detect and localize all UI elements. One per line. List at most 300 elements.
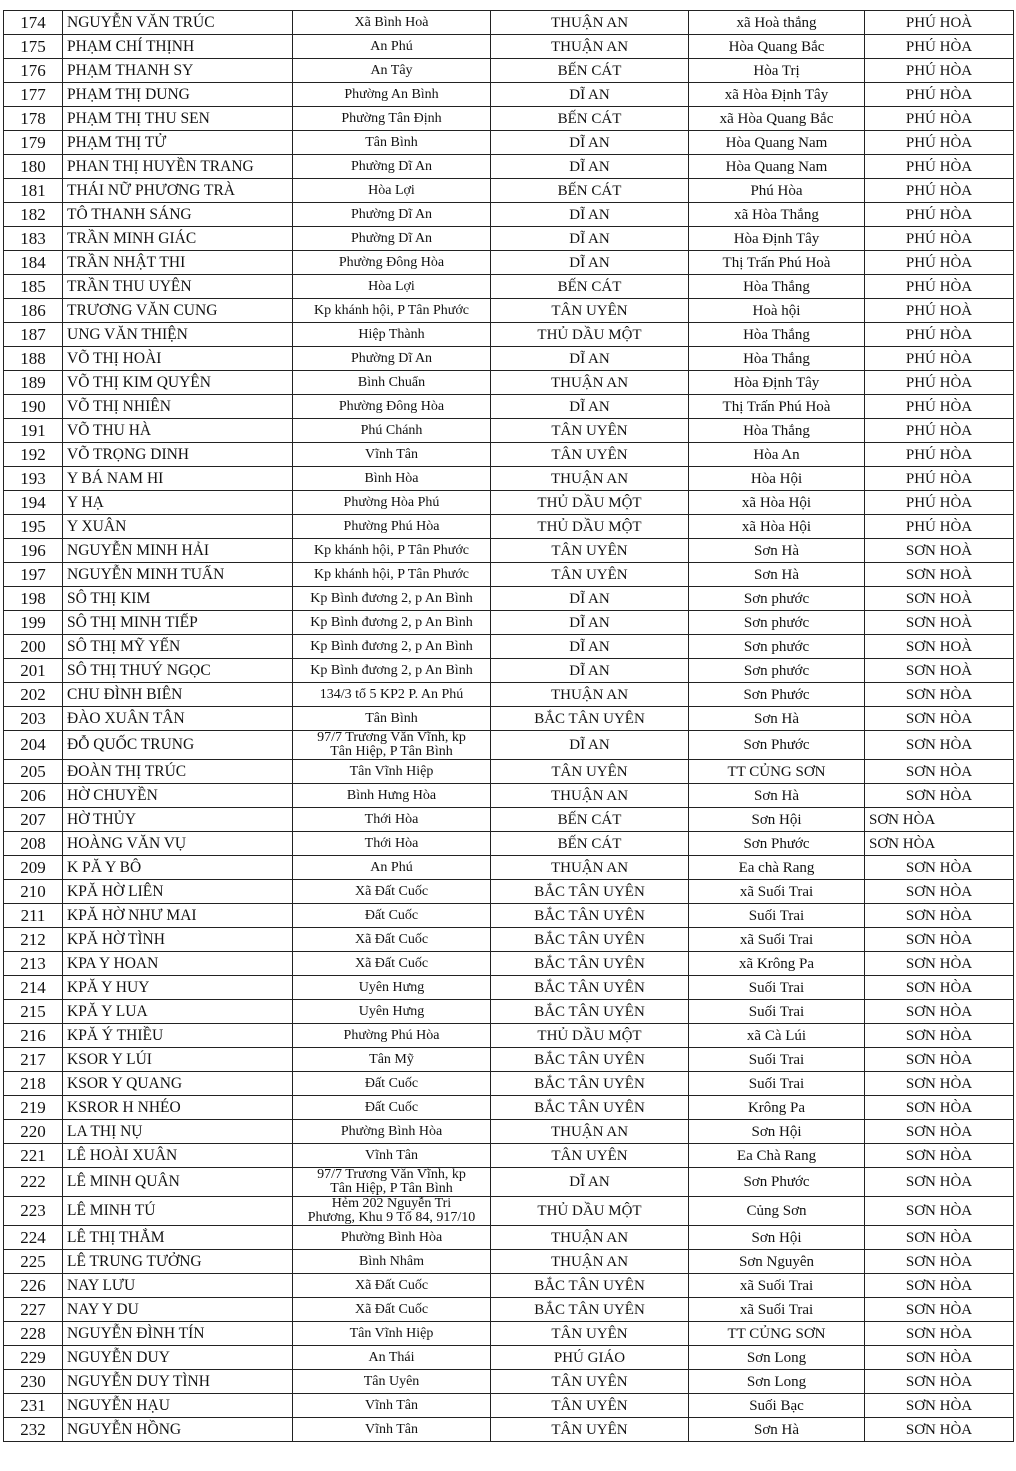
home-district: PHÚ HÒA xyxy=(865,443,1014,467)
full-name: ĐOÀN THỊ TRÚC xyxy=(63,760,293,784)
row-number: 201 xyxy=(4,659,63,683)
home-district: SƠN HÒA xyxy=(865,683,1014,707)
home-commune: Suối Trai xyxy=(689,1072,865,1096)
home-commune: Củng Sơn xyxy=(689,1197,865,1226)
row-number: 183 xyxy=(4,227,63,251)
table-row xyxy=(4,904,1014,928)
current-address: 97/7 Trương Văn Vĩnh, kp Tân Hiệp, P Tân Bình xyxy=(293,731,491,760)
home-district: PHÚ HÒA xyxy=(865,179,1014,203)
current-address: Vĩnh Tân xyxy=(293,1418,491,1442)
table-row xyxy=(4,832,1014,856)
full-name: KPĂ HỜ LIÊN xyxy=(63,880,293,904)
current-address: Phường Tân Định xyxy=(293,107,491,131)
table-row xyxy=(4,1072,1014,1096)
current-address: An Phú xyxy=(293,35,491,59)
table-row xyxy=(4,107,1014,131)
home-district: SƠN HÒA xyxy=(865,1168,1014,1197)
district: BẾN CÁT xyxy=(491,275,689,299)
row-number: 176 xyxy=(4,59,63,83)
home-commune: xã Suối Trai xyxy=(689,880,865,904)
current-address: Bình Hưng Hòa xyxy=(293,784,491,808)
district: TÂN UYÊN xyxy=(491,1418,689,1442)
district: TÂN UYÊN xyxy=(491,1370,689,1394)
current-address: Thới Hòa xyxy=(293,808,491,832)
current-address: Kp Bình đương 2, p An Bình xyxy=(293,635,491,659)
table-row xyxy=(4,155,1014,179)
home-commune: Hòa Định Tây xyxy=(689,227,865,251)
home-commune: Krông Pa xyxy=(689,1096,865,1120)
current-address: Thới Hòa xyxy=(293,832,491,856)
full-name: PHẠM THỊ TỬ xyxy=(63,131,293,155)
current-address: Bình Hòa xyxy=(293,467,491,491)
row-number: 213 xyxy=(4,952,63,976)
home-commune: xã Hòa Hội xyxy=(689,515,865,539)
full-name: NGUYỄN HỒNG xyxy=(63,1418,293,1442)
full-name: KPĂ Y HUY xyxy=(63,976,293,1000)
full-name: TÔ THANH SÁNG xyxy=(63,203,293,227)
home-district: PHÚ HÒA xyxy=(865,155,1014,179)
full-name: NGUYỄN VĂN TRÚC xyxy=(63,11,293,35)
current-address: Tân Vĩnh Hiệp xyxy=(293,760,491,784)
district: TÂN UYÊN xyxy=(491,539,689,563)
current-address: Kp khánh hội, P Tân Phước xyxy=(293,299,491,323)
row-number: 227 xyxy=(4,1298,63,1322)
home-commune: xã Hòa Định Tây xyxy=(689,83,865,107)
row-number: 187 xyxy=(4,323,63,347)
table-row xyxy=(4,443,1014,467)
district: BẮC TÂN UYÊN xyxy=(491,707,689,731)
full-name: NAY Y DU xyxy=(63,1298,293,1322)
district: BẮC TÂN UYÊN xyxy=(491,1298,689,1322)
home-commune: Suối Trai xyxy=(689,1048,865,1072)
home-district: PHÚ HÒA xyxy=(865,515,1014,539)
current-address: Tân Mỹ xyxy=(293,1048,491,1072)
full-name: KPĂ HỜ TÌNH xyxy=(63,928,293,952)
full-name: KPA Y HOAN xyxy=(63,952,293,976)
home-commune: TT CỦNG SƠN xyxy=(689,760,865,784)
current-address: Đất Cuốc xyxy=(293,1096,491,1120)
full-name: PHẠM THỊ THU SEN xyxy=(63,107,293,131)
full-name: NGUYỄN ĐÌNH TÍN xyxy=(63,1322,293,1346)
current-address: Tân Vĩnh Hiệp xyxy=(293,1322,491,1346)
district: TÂN UYÊN xyxy=(491,1394,689,1418)
row-number: 174 xyxy=(4,11,63,35)
home-commune: Sơn Hà xyxy=(689,539,865,563)
home-district: PHÚ HÒA xyxy=(865,83,1014,107)
table-row xyxy=(4,467,1014,491)
row-number: 197 xyxy=(4,563,63,587)
home-district: SƠN HÒA xyxy=(865,1418,1014,1442)
home-commune: Hoà hội xyxy=(689,299,865,323)
table-row xyxy=(4,952,1014,976)
row-number: 199 xyxy=(4,611,63,635)
district: DĨ AN xyxy=(491,587,689,611)
home-district: SƠN HÒA xyxy=(865,1226,1014,1250)
district: THUẬN AN xyxy=(491,1120,689,1144)
district: THUẬN AN xyxy=(491,784,689,808)
current-address: Phường Phú Hòa xyxy=(293,1024,491,1048)
current-address: Xã Đất Cuốc xyxy=(293,880,491,904)
home-district: SƠN HÒA xyxy=(865,784,1014,808)
home-commune: Suối Trai xyxy=(689,904,865,928)
home-district: SƠN HÒA xyxy=(865,1197,1014,1226)
row-number: 224 xyxy=(4,1226,63,1250)
current-address: Phường Dĩ An xyxy=(293,203,491,227)
district: THUẬN AN xyxy=(491,371,689,395)
district: THỦ DẦU MỘT xyxy=(491,515,689,539)
row-number: 184 xyxy=(4,251,63,275)
full-name: SÔ THỊ MỸ YẾN xyxy=(63,635,293,659)
full-name: THÁI NỮ PHƯƠNG TRÀ xyxy=(63,179,293,203)
district: DĨ AN xyxy=(491,1168,689,1197)
home-commune: Sơn Phước xyxy=(689,683,865,707)
full-name: HOÀNG VĂN VỤ xyxy=(63,832,293,856)
full-name: NGUYỄN MINH HẢI xyxy=(63,539,293,563)
district: PHÚ GIÁO xyxy=(491,1346,689,1370)
row-number: 203 xyxy=(4,707,63,731)
home-district: SƠN HÒA xyxy=(865,1096,1014,1120)
home-district: PHÚ HÒA xyxy=(865,203,1014,227)
district: DĨ AN xyxy=(491,659,689,683)
home-district: SƠN HÒA xyxy=(865,1144,1014,1168)
table-row xyxy=(4,35,1014,59)
district: THỦ DẦU MỘT xyxy=(491,491,689,515)
home-commune: xã Suối Trai xyxy=(689,1298,865,1322)
row-number: 228 xyxy=(4,1322,63,1346)
current-address: Xã Đất Cuốc xyxy=(293,928,491,952)
table-row xyxy=(4,1144,1014,1168)
full-name: K PĂ Y BÔ xyxy=(63,856,293,880)
home-district: SƠN HOÀ xyxy=(865,635,1014,659)
home-district: SƠN HÒA xyxy=(865,1394,1014,1418)
district: BẮC TÂN UYÊN xyxy=(491,880,689,904)
home-commune: xã Hoà thắng xyxy=(689,11,865,35)
full-name: TRƯƠNG VĂN CUNG xyxy=(63,299,293,323)
home-district: SƠN HÒA xyxy=(865,1298,1014,1322)
row-number: 196 xyxy=(4,539,63,563)
current-address: Đất Cuốc xyxy=(293,1072,491,1096)
home-district: PHÚ HÒA xyxy=(865,59,1014,83)
full-name: ĐỖ QUỐC TRUNG xyxy=(63,731,293,760)
home-commune: TT CỦNG SƠN xyxy=(689,1322,865,1346)
row-number: 190 xyxy=(4,395,63,419)
full-name: PHẠM CHÍ THỊNH xyxy=(63,35,293,59)
home-district: SƠN HOÀ xyxy=(865,587,1014,611)
row-number: 223 xyxy=(4,1197,63,1226)
district: BẮC TÂN UYÊN xyxy=(491,1274,689,1298)
table-row xyxy=(4,784,1014,808)
home-district: SƠN HÒA xyxy=(865,1072,1014,1096)
home-commune: Sơn phước xyxy=(689,659,865,683)
full-name: Y HẠ xyxy=(63,491,293,515)
table-row xyxy=(4,1298,1014,1322)
table-row xyxy=(4,1346,1014,1370)
current-address: 97/7 Trương Văn Vĩnh, kp Tân Hiệp, P Tân Bình xyxy=(293,1168,491,1197)
home-commune: Sơn phước xyxy=(689,587,865,611)
home-commune: Hòa Thắng xyxy=(689,275,865,299)
home-commune: Hòa Quang Nam xyxy=(689,155,865,179)
home-commune: Hòa Quang Bắc xyxy=(689,35,865,59)
current-address: Bình Chuẩn xyxy=(293,371,491,395)
district: TÂN UYÊN xyxy=(491,563,689,587)
current-address: Tân Bình xyxy=(293,707,491,731)
row-number: 210 xyxy=(4,880,63,904)
home-commune: Sơn phước xyxy=(689,611,865,635)
home-commune: Sơn Long xyxy=(689,1370,865,1394)
table-row xyxy=(4,1197,1014,1226)
home-district: PHÚ HÒA xyxy=(865,371,1014,395)
table-row xyxy=(4,11,1014,35)
full-name: PHẠM THANH SY xyxy=(63,59,293,83)
row-number: 204 xyxy=(4,731,63,760)
current-address: Xã Bình Hoà xyxy=(293,11,491,35)
district: BẮC TÂN UYÊN xyxy=(491,1096,689,1120)
home-district: SƠN HÒA xyxy=(865,952,1014,976)
full-name: LÊ THỊ THẮM xyxy=(63,1226,293,1250)
current-address: Kp khánh hội, P Tân Phước xyxy=(293,563,491,587)
table-row xyxy=(4,928,1014,952)
current-address: An Phú xyxy=(293,856,491,880)
current-address: Hẻm 202 Nguyễn Tri Phương, Khu 9 Tổ 84, 917/10 xyxy=(293,1197,491,1226)
home-commune: Suối Trai xyxy=(689,976,865,1000)
home-district: PHÚ HÒA xyxy=(865,419,1014,443)
home-commune: xã Suối Trai xyxy=(689,1274,865,1298)
row-number: 179 xyxy=(4,131,63,155)
home-commune: Hòa Định Tây xyxy=(689,371,865,395)
row-number: 181 xyxy=(4,179,63,203)
current-address: Kp Bình đương 2, p An Bình xyxy=(293,587,491,611)
table-row xyxy=(4,587,1014,611)
district: BẾN CÁT xyxy=(491,179,689,203)
home-commune: Suối Trai xyxy=(689,1000,865,1024)
district: DĨ AN xyxy=(491,395,689,419)
home-district: SƠN HÒA xyxy=(865,1000,1014,1024)
district: THỦ DẦU MỘT xyxy=(491,1024,689,1048)
row-number: 211 xyxy=(4,904,63,928)
home-commune: Ea chà Rang xyxy=(689,856,865,880)
home-commune: Sơn Phước xyxy=(689,832,865,856)
full-name: KSOR Y QUANG xyxy=(63,1072,293,1096)
home-district: PHÚ HÒA xyxy=(865,131,1014,155)
row-number: 178 xyxy=(4,107,63,131)
current-address: Xã Đất Cuốc xyxy=(293,952,491,976)
current-address: Kp Bình đương 2, p An Bình xyxy=(293,611,491,635)
table-row xyxy=(4,760,1014,784)
full-name: KSOR Y LÚI xyxy=(63,1048,293,1072)
home-commune: Hòa Thắng xyxy=(689,347,865,371)
full-name: LÊ MINH TÚ xyxy=(63,1197,293,1226)
row-number: 193 xyxy=(4,467,63,491)
district: BẾN CÁT xyxy=(491,107,689,131)
row-number: 212 xyxy=(4,928,63,952)
table-row xyxy=(4,1226,1014,1250)
row-number: 219 xyxy=(4,1096,63,1120)
district: DĨ AN xyxy=(491,635,689,659)
full-name: Y BÁ NAM HI xyxy=(63,467,293,491)
row-number: 221 xyxy=(4,1144,63,1168)
home-district: PHÚ HÒA xyxy=(865,323,1014,347)
home-commune: Sơn Long xyxy=(689,1346,865,1370)
home-district: SƠN HOÀ xyxy=(865,539,1014,563)
roster-table xyxy=(3,10,1014,1442)
table-row xyxy=(4,683,1014,707)
district: BẮC TÂN UYÊN xyxy=(491,1000,689,1024)
home-commune: Hòa Thắng xyxy=(689,323,865,347)
row-number: 195 xyxy=(4,515,63,539)
full-name: PHẠM THỊ DUNG xyxy=(63,83,293,107)
table-row xyxy=(4,371,1014,395)
district: BẮC TÂN UYÊN xyxy=(491,904,689,928)
row-number: 225 xyxy=(4,1250,63,1274)
table-row xyxy=(4,347,1014,371)
current-address: Phường An Bình xyxy=(293,83,491,107)
district: DĨ AN xyxy=(491,83,689,107)
table-row xyxy=(4,83,1014,107)
home-commune: Sơn Hội xyxy=(689,808,865,832)
row-number: 214 xyxy=(4,976,63,1000)
table-row xyxy=(4,59,1014,83)
home-commune: Sơn Phước xyxy=(689,1168,865,1197)
full-name: TRẦN NHẬT THI xyxy=(63,251,293,275)
full-name: LÊ MINH QUÂN xyxy=(63,1168,293,1197)
home-commune: Hòa Trị xyxy=(689,59,865,83)
home-district: SƠN HÒA xyxy=(865,731,1014,760)
row-number: 226 xyxy=(4,1274,63,1298)
home-commune: Sơn Hội xyxy=(689,1120,865,1144)
home-district: SƠN HÒA xyxy=(865,832,1014,856)
table-row xyxy=(4,539,1014,563)
full-name: KPĂ Y LUA xyxy=(63,1000,293,1024)
table-row xyxy=(4,563,1014,587)
home-district: SƠN HÒA xyxy=(865,1250,1014,1274)
home-district: SƠN HÒA xyxy=(865,707,1014,731)
district: THUẬN AN xyxy=(491,1226,689,1250)
home-district: PHÚ HOÀ xyxy=(865,299,1014,323)
current-address: Phường Đông Hòa xyxy=(293,395,491,419)
home-district: SƠN HÒA xyxy=(865,880,1014,904)
district: DĨ AN xyxy=(491,731,689,760)
row-number: 208 xyxy=(4,832,63,856)
district: THỦ DẦU MỘT xyxy=(491,1197,689,1226)
district: DĨ AN xyxy=(491,203,689,227)
current-address: Phường Dĩ An xyxy=(293,347,491,371)
full-name: SÔ THỊ KIM xyxy=(63,587,293,611)
current-address: Bình Nhâm xyxy=(293,1250,491,1274)
district: TÂN UYÊN xyxy=(491,443,689,467)
full-name: HỜ THỦY xyxy=(63,808,293,832)
home-commune: xã Hòa Quang Bắc xyxy=(689,107,865,131)
district: DĨ AN xyxy=(491,251,689,275)
home-district: SƠN HÒA xyxy=(865,928,1014,952)
current-address: Đất Cuốc xyxy=(293,904,491,928)
district: THUẬN AN xyxy=(491,467,689,491)
table-row xyxy=(4,179,1014,203)
home-commune: Sơn Hà xyxy=(689,563,865,587)
home-district: PHÚ HÒA xyxy=(865,467,1014,491)
home-district: PHÚ HÒA xyxy=(865,227,1014,251)
current-address: Hòa Lợi xyxy=(293,179,491,203)
district: TÂN UYÊN xyxy=(491,760,689,784)
full-name: LA THỊ NỤ xyxy=(63,1120,293,1144)
table-row xyxy=(4,203,1014,227)
table-row xyxy=(4,707,1014,731)
district: DĨ AN xyxy=(491,611,689,635)
current-address: 134/3 tổ 5 KP2 P. An Phú xyxy=(293,683,491,707)
current-address: Phường Dĩ An xyxy=(293,155,491,179)
table-row xyxy=(4,635,1014,659)
row-number: 217 xyxy=(4,1048,63,1072)
home-commune: xã Krông Pa xyxy=(689,952,865,976)
full-name: NGUYỄN DUY TÌNH xyxy=(63,1370,293,1394)
row-number: 230 xyxy=(4,1370,63,1394)
row-number: 175 xyxy=(4,35,63,59)
current-address: Vĩnh Tân xyxy=(293,1394,491,1418)
full-name: LÊ TRUNG TƯỞNG xyxy=(63,1250,293,1274)
table-row xyxy=(4,856,1014,880)
home-district: SƠN HÒA xyxy=(865,808,1014,832)
district: THUẬN AN xyxy=(491,683,689,707)
table-row xyxy=(4,808,1014,832)
current-address: Xã Đất Cuốc xyxy=(293,1298,491,1322)
current-address: An Tây xyxy=(293,59,491,83)
current-address: Phường Bình Hòa xyxy=(293,1120,491,1144)
district: BẮC TÂN UYÊN xyxy=(491,1072,689,1096)
full-name: VÕ THU HÀ xyxy=(63,419,293,443)
district: THUẬN AN xyxy=(491,856,689,880)
district: THUẬN AN xyxy=(491,35,689,59)
current-address: Tân Bình xyxy=(293,131,491,155)
table-row xyxy=(4,1168,1014,1197)
table-row xyxy=(4,611,1014,635)
current-address: Phường Đông Hòa xyxy=(293,251,491,275)
current-address: Phường Hòa Phú xyxy=(293,491,491,515)
row-number: 198 xyxy=(4,587,63,611)
home-district: SƠN HOÀ xyxy=(865,563,1014,587)
full-name: KSROR H NHÉO xyxy=(63,1096,293,1120)
home-commune: Sơn Hà xyxy=(689,707,865,731)
current-address: Phường Dĩ An xyxy=(293,227,491,251)
row-number: 188 xyxy=(4,347,63,371)
table-row xyxy=(4,491,1014,515)
row-number: 185 xyxy=(4,275,63,299)
district: TÂN UYÊN xyxy=(491,1322,689,1346)
home-district: PHÚ HÒA xyxy=(865,395,1014,419)
district: BẮC TÂN UYÊN xyxy=(491,1048,689,1072)
table-row xyxy=(4,731,1014,760)
row-number: 186 xyxy=(4,299,63,323)
table-row xyxy=(4,299,1014,323)
home-commune: xã Cà Lúi xyxy=(689,1024,865,1048)
table-row xyxy=(4,880,1014,904)
table-row xyxy=(4,323,1014,347)
district: THUẬN AN xyxy=(491,1250,689,1274)
home-commune: Sơn Hà xyxy=(689,1418,865,1442)
table-row xyxy=(4,251,1014,275)
current-address: Phường Bình Hòa xyxy=(293,1226,491,1250)
home-commune: xã Hòa Hội xyxy=(689,491,865,515)
home-commune: xã Suối Trai xyxy=(689,928,865,952)
current-address: Uyên Hưng xyxy=(293,1000,491,1024)
home-district: PHÚ HÒA xyxy=(865,107,1014,131)
current-address: Hiệp Thành xyxy=(293,323,491,347)
table-row xyxy=(4,131,1014,155)
home-commune: Hòa Quang Nam xyxy=(689,131,865,155)
table-row xyxy=(4,1322,1014,1346)
current-address: Uyên Hưng xyxy=(293,976,491,1000)
current-address: Vĩnh Tân xyxy=(293,443,491,467)
home-district: SƠN HÒA xyxy=(865,1048,1014,1072)
full-name: LÊ HOÀI XUÂN xyxy=(63,1144,293,1168)
